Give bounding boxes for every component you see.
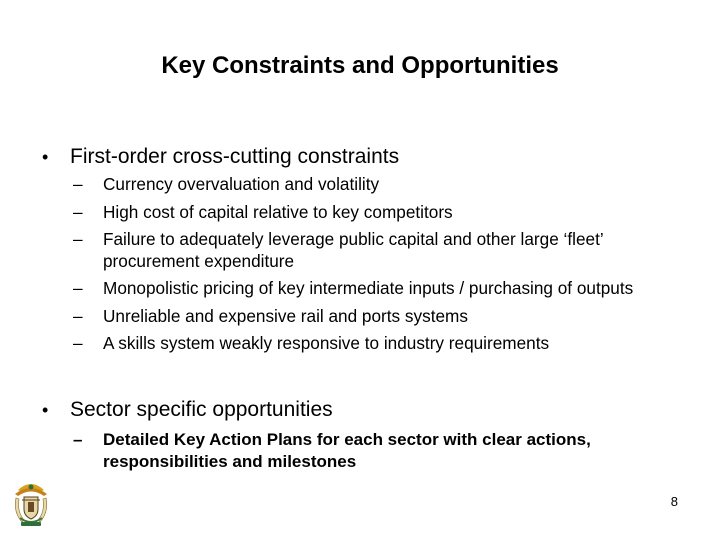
- dash-marker: –: [73, 430, 83, 449]
- slide-title: Key Constraints and Opportunities: [161, 52, 559, 79]
- list-item: [0, 306, 720, 328]
- sub-list: [0, 174, 720, 355]
- dash-marker: –: [73, 305, 83, 326]
- list-item-text: Detailed Key Action Plans for each sector with clear actions, responsibilities and milestones: [103, 430, 591, 471]
- list-item-text: Currency overvaluation and volatility: [103, 174, 380, 194]
- list-item: [0, 229, 720, 272]
- bullet-dot: •: [42, 147, 49, 167]
- section-constraints: [0, 144, 720, 361]
- section-opportunities: [0, 397, 720, 478]
- list-item: [0, 333, 720, 355]
- dash-marker: –: [73, 278, 83, 298]
- list-item: [0, 278, 720, 300]
- sub-list: [0, 429, 720, 472]
- list-item-text: High cost of capital relative to key competitors: [103, 201, 453, 222]
- bullet-heading-text: First-order cross-cutting constraints: [70, 145, 400, 168]
- list-item-text: Monopolistic pricing of key intermediate inputs / purchasing of outputs: [103, 278, 634, 298]
- list-item-text: Failure to adequately leverage public capital and other large ‘fleet’ procurement expenditure: [103, 229, 604, 271]
- list-item: [0, 202, 720, 224]
- bullet-heading: [0, 144, 720, 170]
- bullet-heading-text: Sector specific opportunities: [70, 398, 333, 421]
- dash-marker: –: [73, 174, 83, 194]
- dash-marker: –: [73, 201, 83, 222]
- list-item-text: A skills system weakly responsive to industry requirements: [103, 333, 550, 353]
- bullet-dot: •: [42, 400, 49, 420]
- page-number: 8: [670, 494, 678, 509]
- coat-of-arms-icon: [10, 478, 52, 528]
- dash-marker: –: [73, 229, 83, 249]
- list-item: [0, 429, 720, 472]
- bullet-heading: [0, 397, 720, 423]
- list-item-text: Unreliable and expensive rail and ports systems: [103, 305, 468, 326]
- list-item: [0, 174, 720, 196]
- dash-marker: –: [73, 333, 83, 353]
